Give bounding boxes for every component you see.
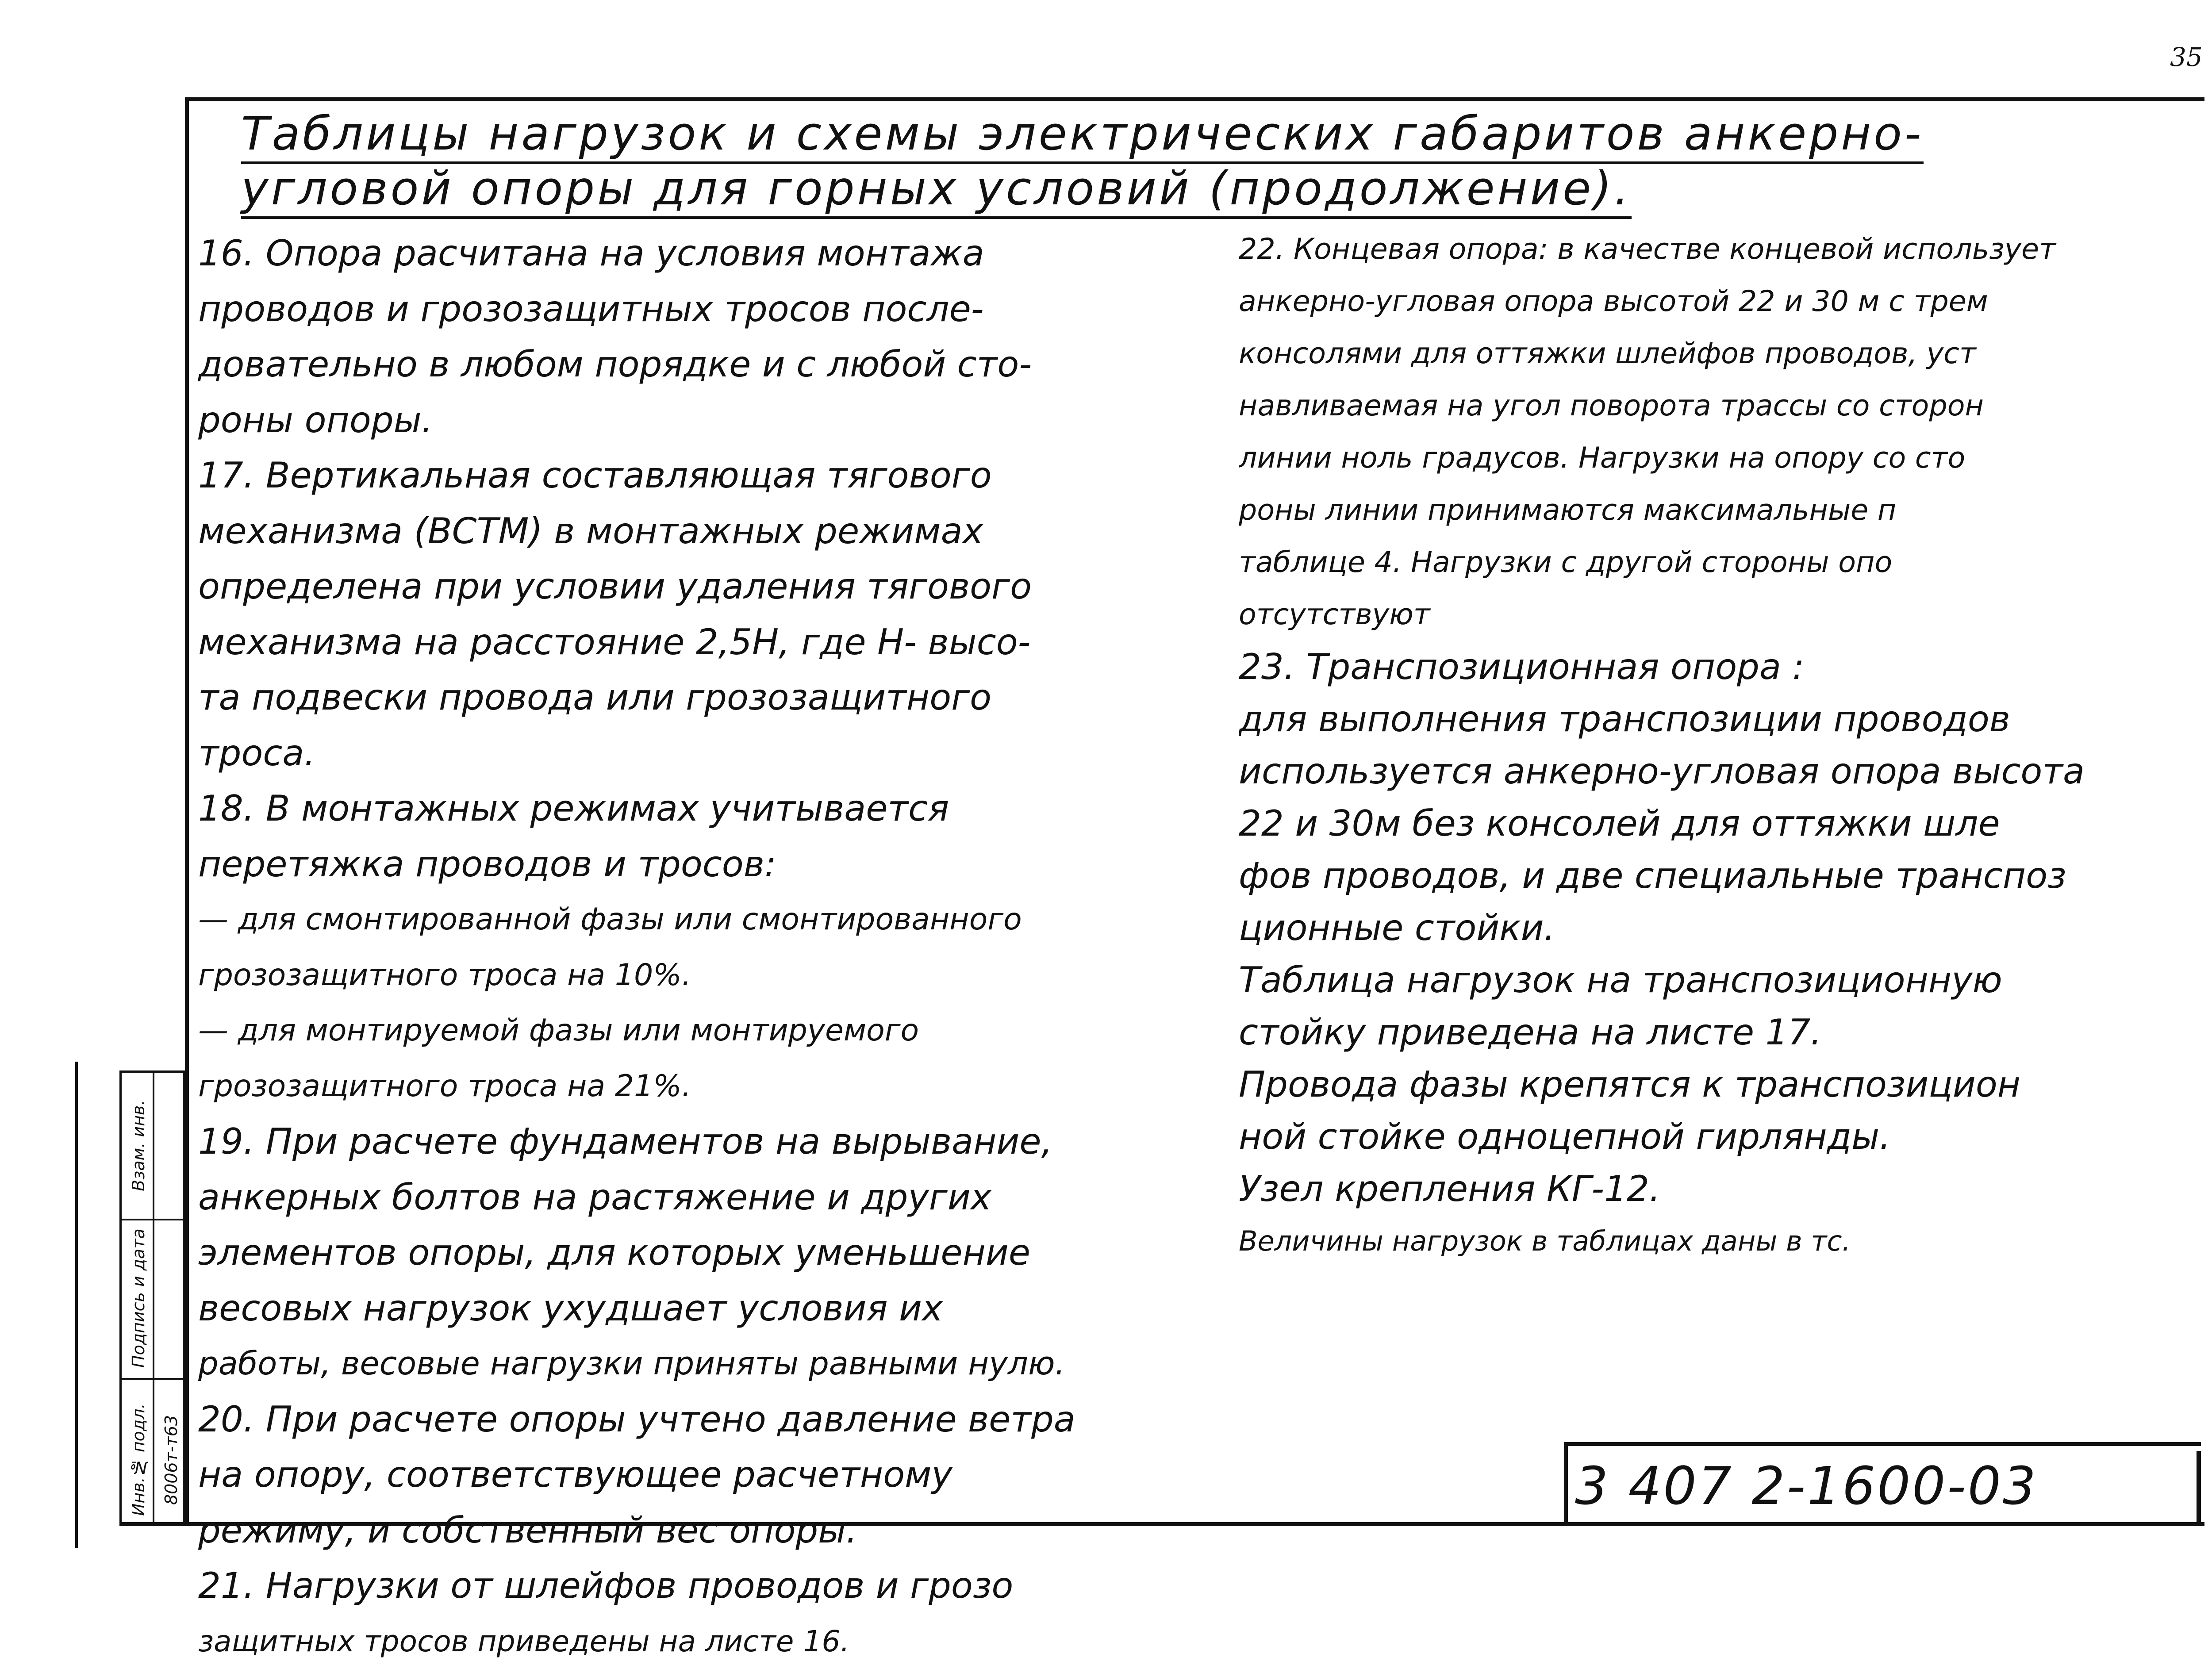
frame-top-border bbox=[185, 97, 2204, 101]
note-line: — для монтируемой фазы или монтируемого bbox=[198, 1003, 1229, 1059]
note-line: защитных тросов приведены на листе 16. bbox=[198, 1614, 1229, 1669]
note-line: для выполнения транспозиции проводов bbox=[1239, 693, 2203, 745]
side-approval-stamp bbox=[119, 1070, 185, 1526]
note-line: ной стойке одноцепной гирлянды. bbox=[1239, 1111, 2203, 1163]
note-line: 16. Опора расчитана на условия монтажа bbox=[198, 226, 1229, 281]
note-line: консолями для оттяжки шлейфов проводов, уст bbox=[1239, 328, 2203, 380]
note-line: на опору, соответствующее расчетному bbox=[198, 1447, 1229, 1503]
note-line: 23. Транспозиционная опора : bbox=[1239, 641, 2203, 693]
side-stamp-label: Подпись и дата bbox=[124, 1223, 153, 1374]
note-line: грозозащитного троса на 10%. bbox=[198, 948, 1229, 1003]
note-line: стойку приведена на листе 17. bbox=[1239, 1006, 2203, 1059]
divider bbox=[154, 1378, 187, 1380]
note-line: анкерно-угловая опора высотой 22 и 30 м с трем bbox=[1239, 276, 2203, 328]
note-line: ционные стойки. bbox=[1239, 902, 2203, 954]
note-line: линии ноль градусов. Нагрузки на опору со сто bbox=[1239, 432, 2203, 484]
note-line: Величины нагрузок в таблицах даны в тс. bbox=[1239, 1215, 2203, 1267]
note-line: элементов опоры, для которых уменьшение bbox=[198, 1225, 1229, 1281]
title-line-1: Таблицы нагрузок и схемы электрических габаритов анкерно- bbox=[241, 107, 1924, 164]
note-line: механизма на расстояние 2,5Н, где Н- высо- bbox=[198, 614, 1229, 670]
note-line: механизма (ВСТМ) в монтажных режимах bbox=[198, 503, 1229, 559]
note-line: 19. При расчете фундаментов на вырывание, bbox=[198, 1114, 1229, 1170]
note-line: перетяжка проводов и тросов: bbox=[198, 836, 1229, 892]
note-line: троса. bbox=[198, 725, 1229, 781]
note-line: грозозащитного троса на 21%. bbox=[198, 1059, 1229, 1114]
note-line: — для смонтированной фазы или смонтированного bbox=[198, 892, 1229, 948]
note-line: Провода фазы крепятся к транспозицион bbox=[1239, 1059, 2203, 1111]
inventory-number: 8006т-т63 bbox=[157, 1396, 185, 1524]
side-stamp-label: Взам. инв. bbox=[124, 1077, 153, 1214]
side-stamp-value-column bbox=[154, 1073, 187, 1524]
note-line: используется анкерно-угловая опора высота bbox=[1239, 745, 2203, 798]
note-line: 18. В монтажных режимах учитывается bbox=[198, 781, 1229, 836]
note-line: анкерных болтов на растяжение и других bbox=[198, 1170, 1229, 1225]
page-number: 35 bbox=[2170, 42, 2203, 72]
side-stamp-label: Инв.№ подл. bbox=[124, 1396, 153, 1524]
side-stamp-label-column bbox=[122, 1073, 154, 1524]
note-line: 22. Концевая опора: в качестве концевой использует bbox=[1239, 223, 2203, 276]
divider bbox=[154, 1219, 187, 1220]
note-line: определена при условии удаления тягового bbox=[198, 559, 1229, 614]
left-column-notes bbox=[198, 226, 1229, 1669]
note-line: проводов и грозозащитных тросов после- bbox=[198, 281, 1229, 337]
document-title bbox=[241, 111, 2143, 220]
note-line: роны линии принимаются максимальные п bbox=[1239, 484, 2203, 537]
note-line: отсутствуют bbox=[1239, 589, 2203, 641]
note-line: 22 и 30м без консолей для оттяжки шле bbox=[1239, 798, 2203, 850]
note-line: 20. При расчете опоры учтено давление ветра bbox=[198, 1392, 1229, 1447]
note-line: та подвески провода или грозозащитного bbox=[198, 670, 1229, 725]
note-line: таблице 4. Нагрузки с другой стороны опо bbox=[1239, 537, 2203, 589]
note-line: работы, весовые нагрузки приняты равными нулю. bbox=[198, 1336, 1229, 1392]
note-line: режиму, и собственный вес опоры. bbox=[198, 1503, 1229, 1558]
note-line: Таблица нагрузок на транспозиционную bbox=[1239, 954, 2203, 1006]
divider bbox=[122, 1378, 153, 1380]
right-column-notes bbox=[1239, 223, 2203, 1267]
note-line: 21. Нагрузки от шлейфов проводов и грозо bbox=[198, 1558, 1229, 1614]
note-line: фов проводов, и две специальные транспоз bbox=[1239, 850, 2203, 902]
note-line: навливаемая на угол поворота трассы со сторон bbox=[1239, 380, 2203, 432]
note-line: роны опоры. bbox=[198, 392, 1229, 448]
note-line: довательно в любом порядке и с любой сто- bbox=[198, 337, 1229, 392]
note-line: Узел крепления КГ-12. bbox=[1239, 1163, 2203, 1215]
note-line: 17. Вертикальная составляющая тягового bbox=[198, 448, 1229, 503]
title-line-2: угловой опоры для горных условий (продолжение). bbox=[241, 161, 1632, 219]
divider bbox=[122, 1219, 153, 1220]
outer-margin-line bbox=[75, 1062, 78, 1548]
note-line: весовых нагрузок ухудшает условия их bbox=[198, 1281, 1229, 1336]
document-code: 3 407 2-1600-03 bbox=[1575, 1455, 2038, 1516]
